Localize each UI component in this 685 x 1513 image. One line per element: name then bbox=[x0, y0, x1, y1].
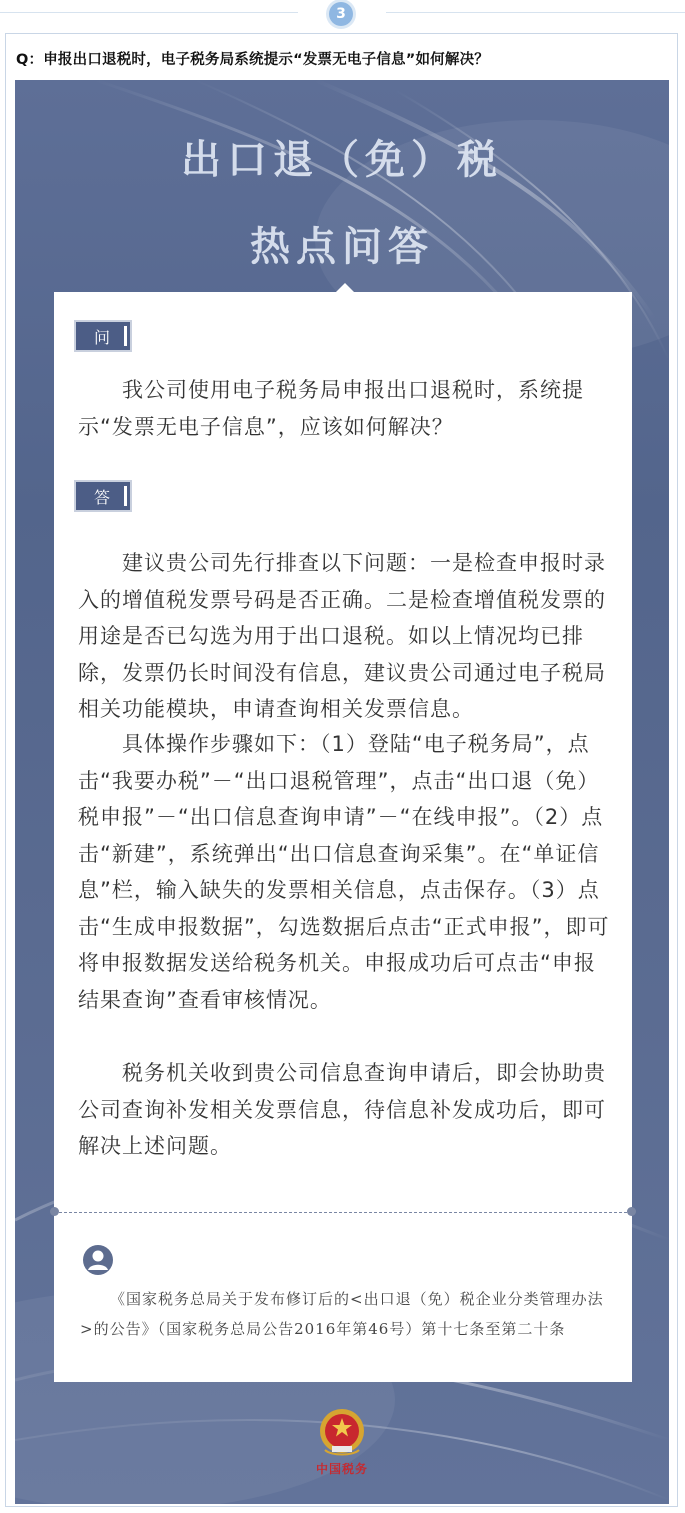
poster-title-line2: 热点问答 bbox=[250, 223, 434, 270]
poster bbox=[15, 80, 669, 1504]
qa-frame bbox=[5, 33, 678, 1507]
question-tag: 问 bbox=[74, 320, 132, 352]
question-text: 我公司使用电子税务局申报出口退税时，系统提示“发票无电子信息”，应该如何解决？ bbox=[78, 378, 584, 439]
divider-dot-right bbox=[627, 1207, 636, 1216]
answer-tag: 答 bbox=[74, 480, 132, 512]
answer-paragraph-3: 税务机关收到贵公司信息查询申请后，即会协助贵公司查询补发相关发票信息，待信息补发成功后，即可解决上述问题。 bbox=[78, 1061, 606, 1158]
top-divider-left bbox=[0, 12, 298, 13]
step-number-badge: 3 bbox=[329, 2, 353, 26]
legal-reference: 《国家税务总局关于发布修订后的<出口退（免）税企业分类管理办法>的公告》（国家税务总局公告2016年第46号）第十七条至第二十条 bbox=[80, 1290, 604, 1338]
poster-title-line1: 出口退（免）税 bbox=[181, 136, 503, 183]
question-title: Q：申报出口退税时，电子税务局系统提示“发票无电子信息”如何解决？ bbox=[16, 52, 489, 68]
brand-text: 中国税务 bbox=[315, 1462, 368, 1476]
answer-paragraph-2: 具体操作步骤如下：（1）登陆“电子税务局”，点击“我要办税”－“出口退税管理”，点击“出口退（免）税申报”－“出口信息查询申请”－“在线申报”。（2）点击“新建”，系统弹出“出口信息查询采集”。在“单证信息”栏，输入缺失的发票相关信息，点击保存。（3）点击“生成申报数据”，勾选数据后点击“正式申报”，即可将申报数据发送给税务机关。申报成功后可点击“申报结果查询”查看审核情况。 bbox=[78, 732, 610, 1012]
card-notch bbox=[336, 283, 354, 292]
tax-emblem-icon bbox=[315, 1406, 369, 1460]
dashed-divider bbox=[54, 1212, 632, 1213]
person-icon bbox=[82, 1244, 114, 1276]
qa-card bbox=[54, 292, 632, 1382]
answer-paragraph-1: 建议贵公司先行排查以下问题：一是检查申报时录入的增值税发票号码是否正确。二是检查增值税发票的用途是否已勾选为用于出口退税。如以上情况均已排除，发票仍长时间没有信息，建议贵公司通过电子税局相关功能模块，申请查询相关发票信息。 bbox=[78, 551, 606, 721]
top-divider-right bbox=[386, 12, 685, 13]
